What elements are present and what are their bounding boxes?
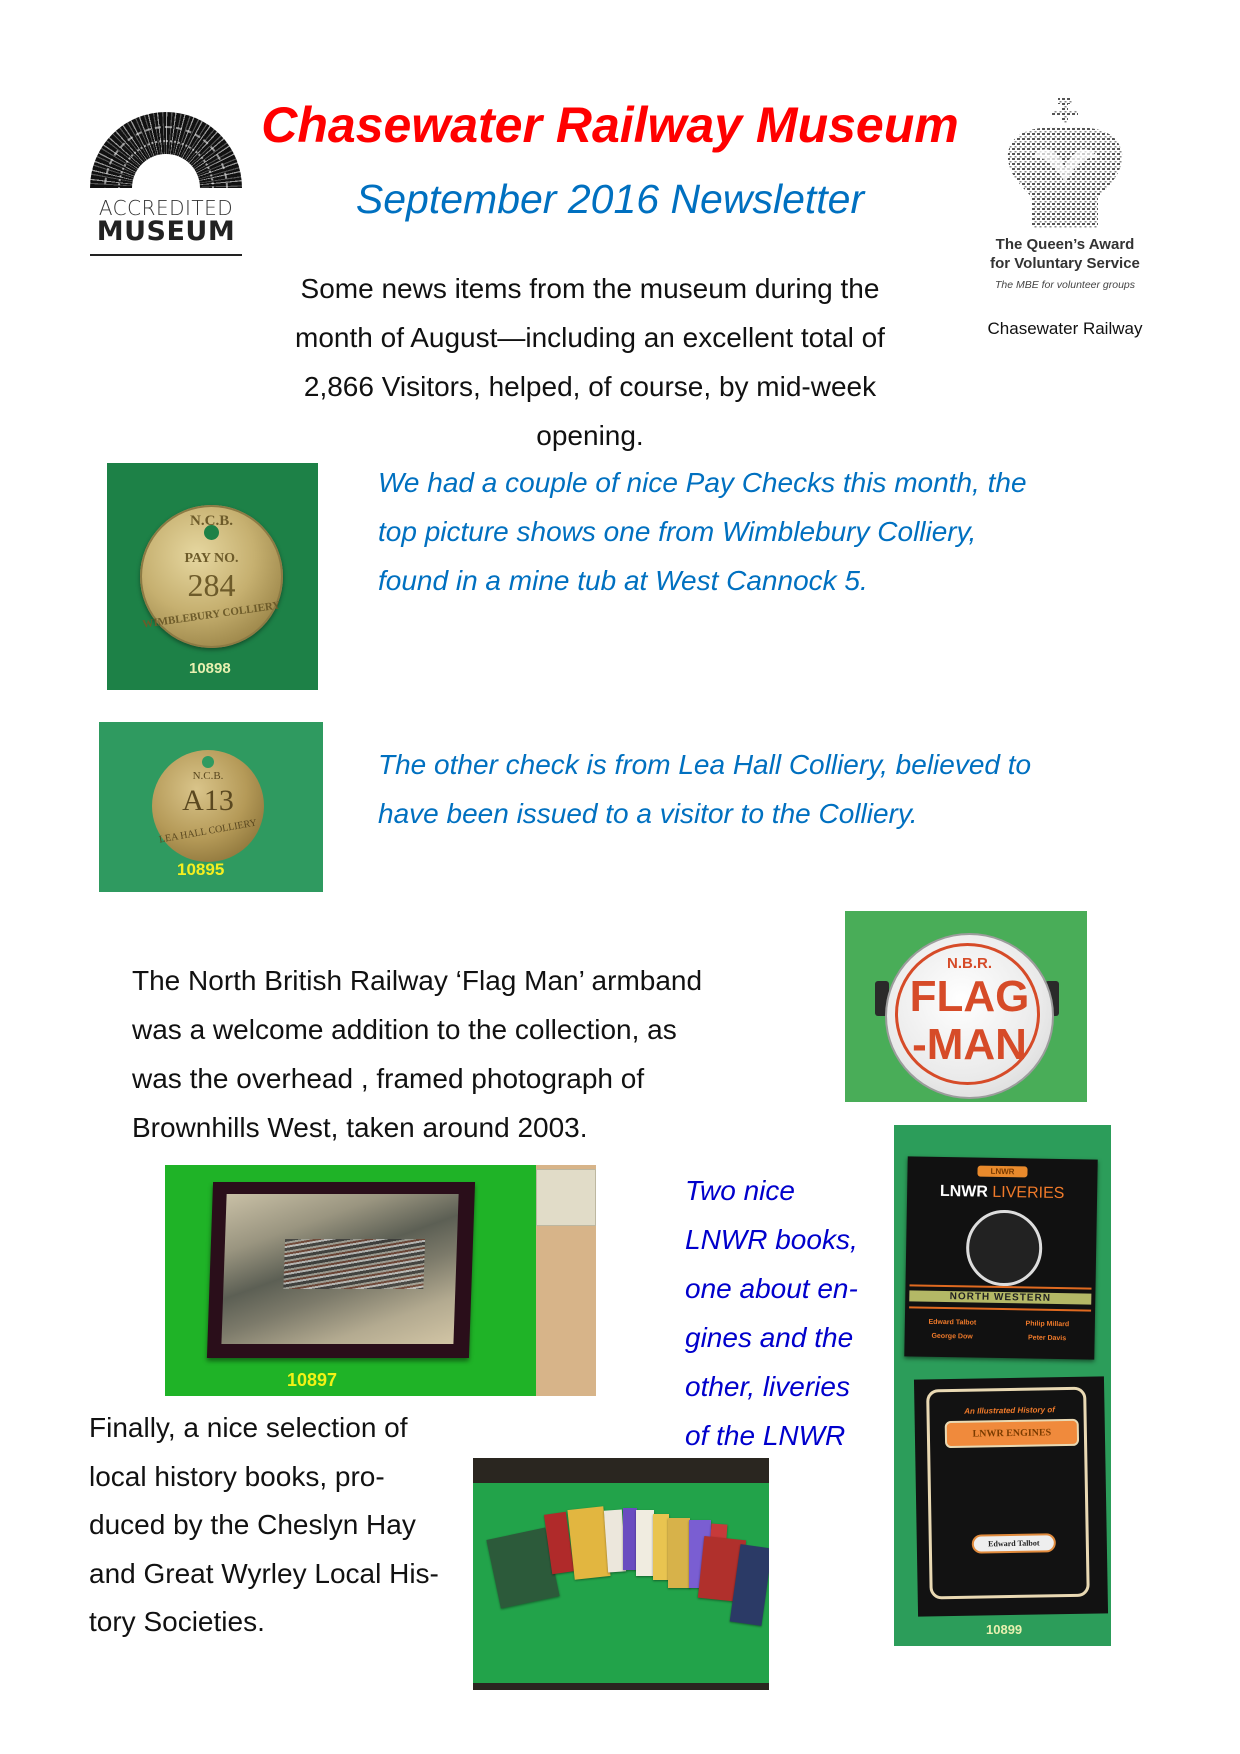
wimblebury-caption: We had a couple of nice Pay Checks this month, the top picture shows one from Wimblebury Colliery, found in a mine tub at West Cannock 5. (378, 467, 1027, 596)
picture-frame (207, 1182, 475, 1358)
lea-hall-pay-check-photo (99, 722, 323, 892)
flag-man-paragraph: The North British Railway ‘Flag Man’ armband was a welcome addition to the collection, as was the overhead , framed photograph of Brownhills West, taken around 2003. (132, 965, 703, 1143)
brownhills-west-framed-photo (165, 1165, 596, 1396)
intro-line: opening. (536, 420, 644, 451)
accredited-logo-rule (90, 254, 242, 256)
intro-paragraph (245, 264, 935, 460)
intro-line: 2,866 Visitors, helped, of course, by mid-week (303, 371, 877, 402)
lnwr-books-caption: Two nice LNWR books, one about en- gines and the other, liveries of the LNWR (685, 1175, 858, 1451)
queens-award-tagline: The MBE for volunteer groups (994, 279, 1136, 291)
book-cover (653, 1514, 669, 1580)
flag-man-armband-photo (845, 911, 1087, 1102)
book-cover (668, 1518, 690, 1588)
armband-badge: N.B.R. FLAG -MAN (885, 933, 1054, 1099)
crown-icon (1002, 98, 1128, 233)
lnwr-books-photo (894, 1125, 1111, 1646)
wimblebury-pay-check-photo (107, 463, 318, 690)
intro-line: month of August—including an excellent total of (295, 322, 885, 353)
accredited-arc-icon (90, 112, 242, 188)
accession-number: 10899 (986, 1622, 1023, 1637)
local-history-paragraph: Finally, a nice selection of local history books, pro- duced by the Cheslyn Hay and Great Wyrley Local His- tory Societies. (89, 1412, 439, 1637)
queens-award-logo (975, 93, 1155, 343)
railway-crest-icon (966, 1209, 1043, 1286)
newsletter-subtitle: September 2016 Newsletter (355, 176, 865, 222)
accession-number: 10898 (189, 660, 231, 677)
pay-check-coin: N.C.B. PAY NO. 284 WIMBLEBURY COLLIERY (140, 505, 283, 648)
book-cover (623, 1508, 637, 1570)
book-cover (636, 1510, 654, 1576)
keyboard (536, 1169, 596, 1226)
accession-number: 10897 (287, 1370, 338, 1390)
lnwr-liveries-book: LNWR LNWR LIVERIES NORTH WESTERN Edward Talbot Philip Millard George Dow Peter Davis (904, 1156, 1097, 1359)
intro-line: Some news items from the museum during the (300, 273, 880, 304)
accession-number: 10895 (177, 860, 225, 879)
accredited-logo-line1: ACCREDITED (98, 196, 234, 220)
aerial-railway-photo (221, 1194, 458, 1344)
local-history-books-photo (473, 1458, 769, 1690)
newsletter-title: Chasewater Railway Museum (261, 97, 959, 153)
accredited-logo-line2: MUSEUM (96, 216, 236, 247)
queens-award-title: The Queen’s Award for Voluntary Service (990, 236, 1140, 272)
accredited-museum-logo (90, 112, 242, 258)
lnwr-engines-book: An Illustrated History of LNWR ENGINES Edward Talbot (914, 1376, 1108, 1616)
lea-hall-caption: The other check is from Lea Hall Colliery, believed to have been issued to a visitor to the Colliery. (378, 749, 1032, 829)
pay-check-coin: N.C.B. A13 LEA HALL COLLIERY (152, 750, 264, 862)
queens-award-recipient: Chasewater Railway (987, 319, 1143, 338)
